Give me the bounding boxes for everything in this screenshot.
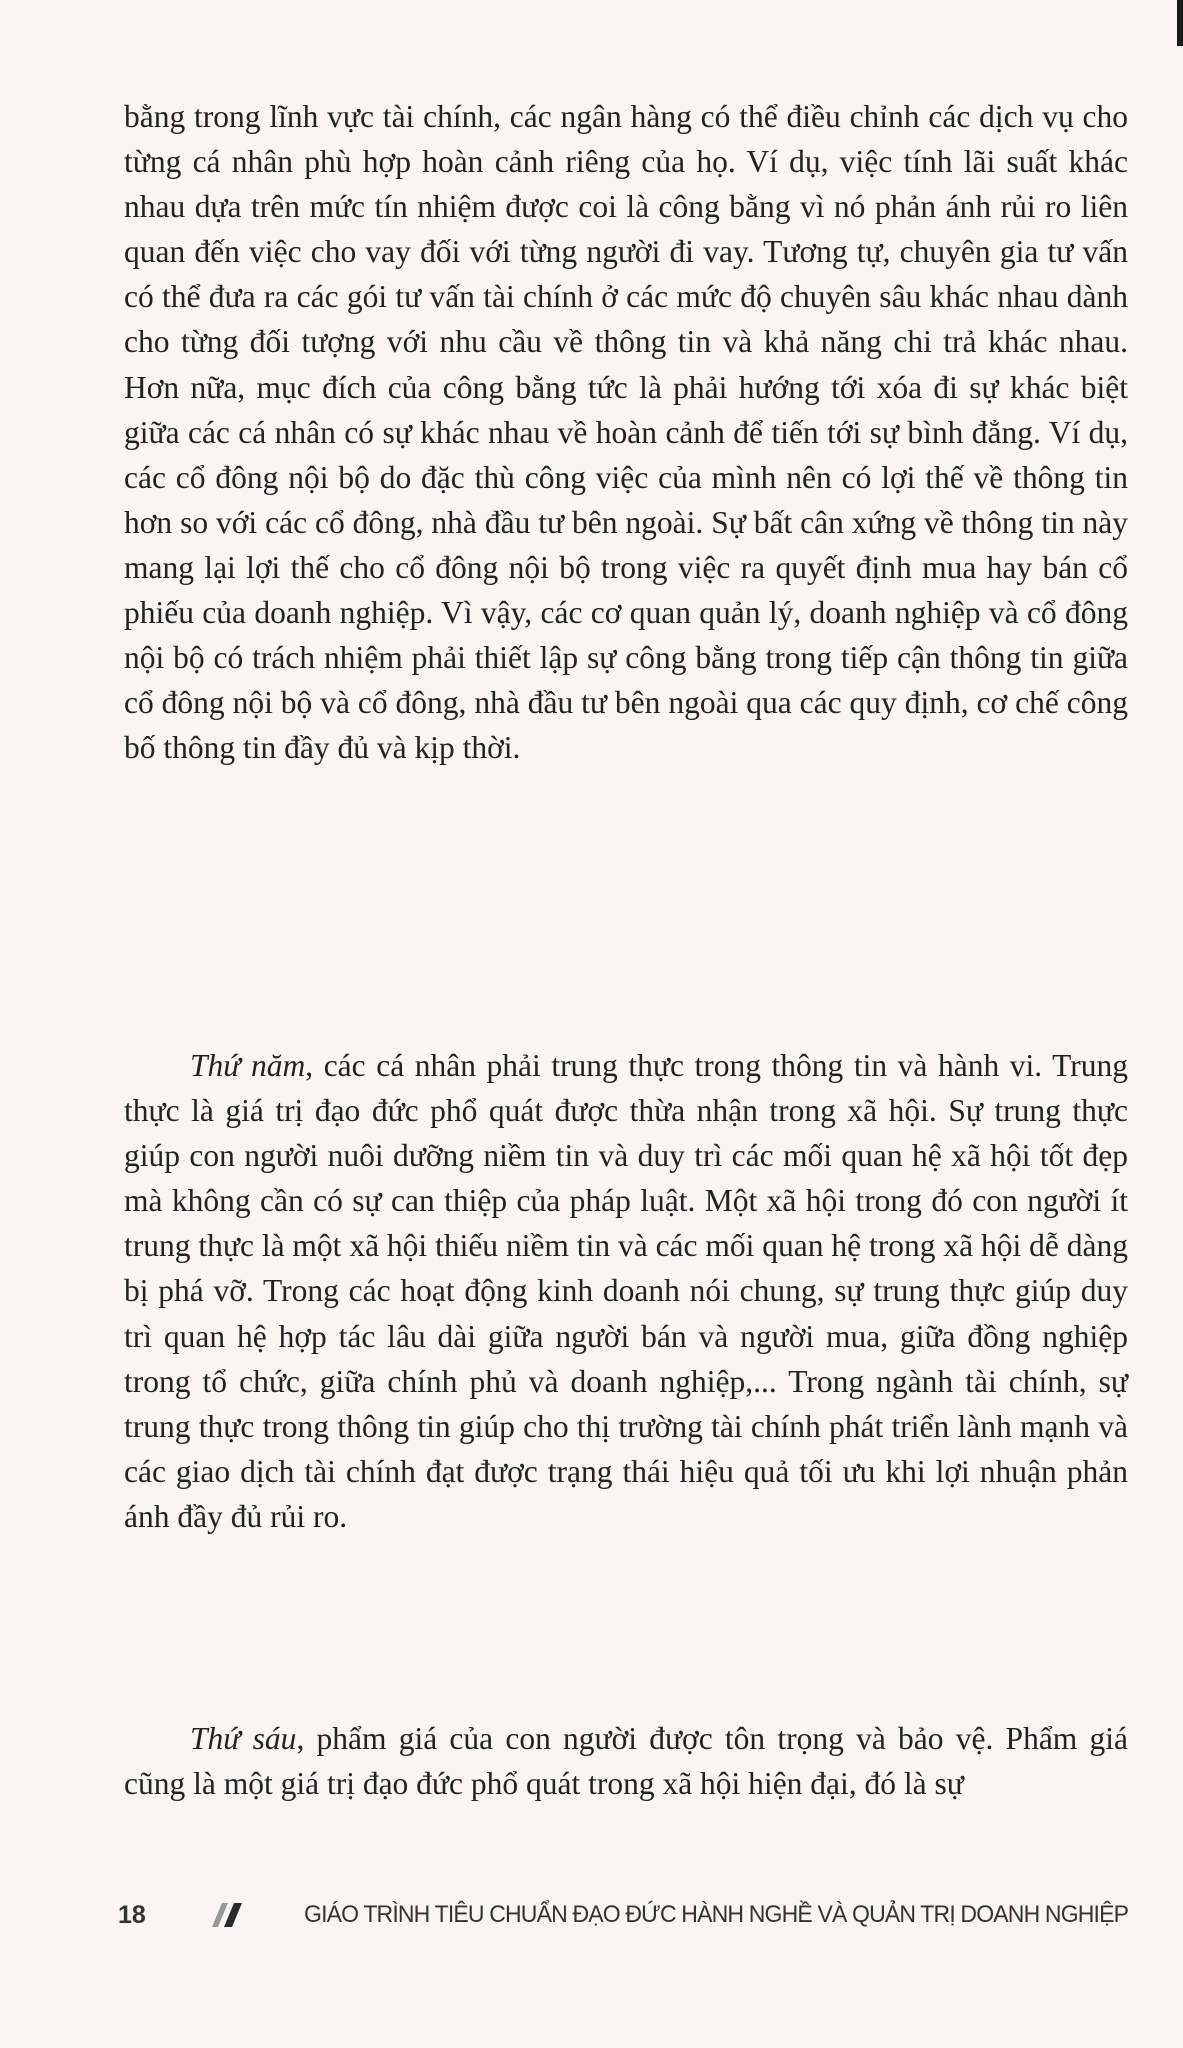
page-edge-mark bbox=[1177, 0, 1183, 46]
paragraph-3-text: , phẩm giá của con người được tôn trọng và bảo vệ. Phẩm giá cũng là một giá trị đạo đức phổ quát trong xã hội hiện đại, đó là sự bbox=[124, 1721, 1128, 1802]
double-slash-icon bbox=[202, 1900, 248, 1930]
paragraph-2-text: , các cá nhân phải trung thực trong thông tin và hành vi. Trung thực là giá trị đạo đức phổ quát được thừa nhận trong xã hội. Sự trung thực giúp con người nuôi dưỡng niềm tin và duy trì các mối quan hệ xã hội tốt đẹp mà không cần có sự can thiệp của pháp luật. Một xã hội trong đó con người ít trung thực là một xã hội thiếu niềm tin và các mối quan hệ trong xã hội dễ dàng bị phá vỡ. Trong các hoạt động kinh doanh nói chung, sự trung thực giúp duy trì quan hệ hợp tác lâu dài giữa người bán và người mua, giữa đồng nghiệp trong tổ chức, giữa chính phủ và doanh nghiệp,... Trong ngành tài chính, sự trung thực trong thông tin giúp cho thị trường tài chính phát triển lành mạnh và các giao dịch tài chính đạt được trạng thái hiệu quả tối ưu khi lợi nhuận phản ánh đầy đủ rủi ro. bbox=[124, 1048, 1128, 1534]
page-number: 18 bbox=[118, 1900, 146, 1929]
page-footer bbox=[118, 1895, 1128, 1935]
body-paragraph-1: bằng trong lĩnh vực tài chính, các ngân hàng có thể điều chỉnh các dịch vụ cho từng cá nhân phù hợp hoàn cảnh riêng của họ. Ví dụ, việc tính lãi suất khác nhau dựa trên mức tín nhiệm được coi là công bằng vì nó phản ánh rủi ro liên quan đến việc cho vay đối với từng người đi vay. Tương tự, chuyên gia tư vấn có thể đưa ra các gói tư vấn tài chính ở các mức độ chuyên sâu khác nhau dành cho từng đối tượng với nhu cầu về thông tin và khả năng chi trả khác nhau. Hơn nữa, mục đích của công bằng tức là phải hướng tới xóa đi sự khác biệt giữa các cá nhân có sự khác nhau về hoàn cảnh để tiến tới sự bình đẳng. Ví dụ, các cổ đông nội bộ do đặc thù công việc của mình nên có lợi thế về thông tin hơn so với các cổ đông, nhà đầu tư bên ngoài. Sự bất cân xứng về thông tin này mang lại lợi thế cho cổ đông nội bộ trong việc ra quyết định mua hay bán cổ phiếu của doanh nghiệp. Vì vậy, các cơ quan quản lý, doanh nghiệp và cổ đông nội bộ có trách nhiệm phải thiết lập sự công bằng trong tiếp cận thông tin giữa cổ đông nội bộ và cổ đông, nhà đầu tư bên ngoài qua các quy định, cơ chế công bố thông tin đầy đủ và kịp thời. bbox=[124, 99, 1128, 766]
paragraph-3-lead: Thứ sáu bbox=[190, 1721, 297, 1756]
paragraph-2-lead: Thứ năm bbox=[190, 1048, 306, 1083]
running-title: GIÁO TRÌNH TIÊU CHUẨN ĐẠO ĐỨC HÀNH NGHỀ VÀ QUẢN TRỊ DOANH NGHIỆP bbox=[303, 1901, 1128, 1928]
body-paragraph-3 bbox=[124, 1716, 1128, 1806]
body-paragraph-2 bbox=[124, 1043, 1128, 1539]
